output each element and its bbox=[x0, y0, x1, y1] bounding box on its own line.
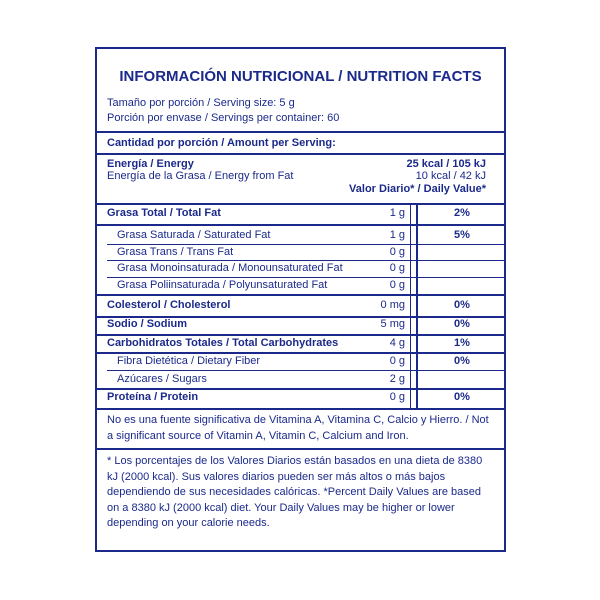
daily-value-header: Valor Diario* / Daily Value* bbox=[349, 183, 486, 195]
nutrient-amount: 0 g bbox=[389, 391, 405, 403]
divider bbox=[107, 260, 504, 261]
nutrition-facts-panel bbox=[95, 47, 506, 552]
nutrient-amount: 4 g bbox=[389, 337, 405, 349]
nutrient-dv: 0% bbox=[454, 299, 470, 311]
nutrient-label: Carbohidratos Totales / Total Carbohydrates bbox=[107, 337, 339, 349]
divider bbox=[97, 408, 504, 410]
nutrient-dv: 5% bbox=[454, 229, 470, 241]
nutrient-label: Fibra Dietética / Dietary Fiber bbox=[117, 355, 261, 367]
nutrient-amount: 0 g bbox=[389, 262, 405, 274]
vitamins-note: No es una fuente significativa de Vitamina A, Vitamina C, Calcio y Hierro. / Not a significant source of Vitamin A, Vitamin C, Calcium and Iron. bbox=[107, 414, 489, 442]
nutrient-row-protein bbox=[97, 391, 504, 409]
nutrient-row-total-fat bbox=[97, 207, 504, 225]
divider bbox=[97, 153, 504, 155]
divider bbox=[97, 131, 504, 133]
nutrient-row-cholesterol bbox=[97, 299, 504, 317]
energy-label: Energía / Energy bbox=[107, 158, 194, 170]
nutrient-amount: 1 g bbox=[389, 207, 405, 219]
nutrient-label: Grasa Poliinsaturada / Polyunsaturated Fat bbox=[117, 279, 328, 291]
divider bbox=[97, 448, 504, 450]
nutrient-label: Grasa Monoinsaturada / Monounsaturated Fat bbox=[117, 262, 343, 274]
panel-title: INFORMACIÓN NUTRICIONAL / NUTRITION FACTS bbox=[119, 68, 482, 85]
nutrient-label: Grasa Total / Total Fat bbox=[107, 207, 221, 219]
divider bbox=[97, 352, 504, 354]
divider bbox=[97, 203, 504, 205]
nutrient-label: Grasa Trans / Trans Fat bbox=[117, 246, 234, 258]
nutrient-amount: 0 mg bbox=[380, 299, 405, 311]
nutrient-label: Proteína / Protein bbox=[107, 391, 199, 403]
nutrient-label: Sodio / Sodium bbox=[107, 318, 188, 330]
divider bbox=[107, 244, 504, 245]
amount-per-serving-header: Cantidad por porción / Amount per Serving: bbox=[107, 137, 336, 149]
nutrient-amount: 5 mg bbox=[380, 318, 405, 330]
divider bbox=[97, 388, 504, 390]
serving-size: Tamaño por porción / Serving size: 5 g bbox=[107, 97, 295, 109]
energy-from-fat-value: 10 kcal / 42 kJ bbox=[415, 170, 486, 182]
nutrient-amount: 0 g bbox=[389, 279, 405, 291]
divider bbox=[97, 294, 504, 296]
nutrient-label: Grasa Saturada / Saturated Fat bbox=[117, 229, 271, 241]
nutrient-amount: 0 g bbox=[389, 246, 405, 258]
divider bbox=[97, 224, 504, 226]
divider bbox=[107, 370, 504, 371]
servings-per-container: Porción por envase / Servings per container: 60 bbox=[107, 111, 340, 124]
nutrient-dv: 2% bbox=[454, 207, 470, 219]
nutrient-dv: 1% bbox=[454, 337, 470, 349]
nutrient-dv: 0% bbox=[454, 355, 470, 367]
energy-value: 25 kcal / 105 kJ bbox=[406, 158, 486, 170]
nutrient-label: Azúcares / Sugars bbox=[117, 373, 207, 385]
nutrient-dv: 0% bbox=[454, 318, 470, 330]
serving-info bbox=[107, 96, 339, 125]
energy-from-fat-label: Energía de la Grasa / Energy from Fat bbox=[107, 170, 294, 182]
nutrient-dv: 0% bbox=[454, 391, 470, 403]
daily-value-footnote: * Los porcentajes de los Valores Diarios están basados en una dieta de 8380 kJ (2000 kcal). Sus valores diarios pueden ser más altos o más bajos dependiendo de sus necesidades calóricas. *Percent Daily Values are based on a 8380 kJ (2000 kcal) diet. Your Daily Values may be higher or lower depending on your calorie needs. bbox=[107, 455, 483, 529]
divider bbox=[97, 334, 504, 336]
nutrient-label: Colesterol / Cholesterol bbox=[107, 299, 231, 311]
nutrient-amount: 2 g bbox=[389, 373, 405, 385]
divider bbox=[107, 277, 504, 278]
nutrient-amount: 0 g bbox=[389, 355, 405, 367]
nutrient-amount: 1 g bbox=[389, 229, 405, 241]
